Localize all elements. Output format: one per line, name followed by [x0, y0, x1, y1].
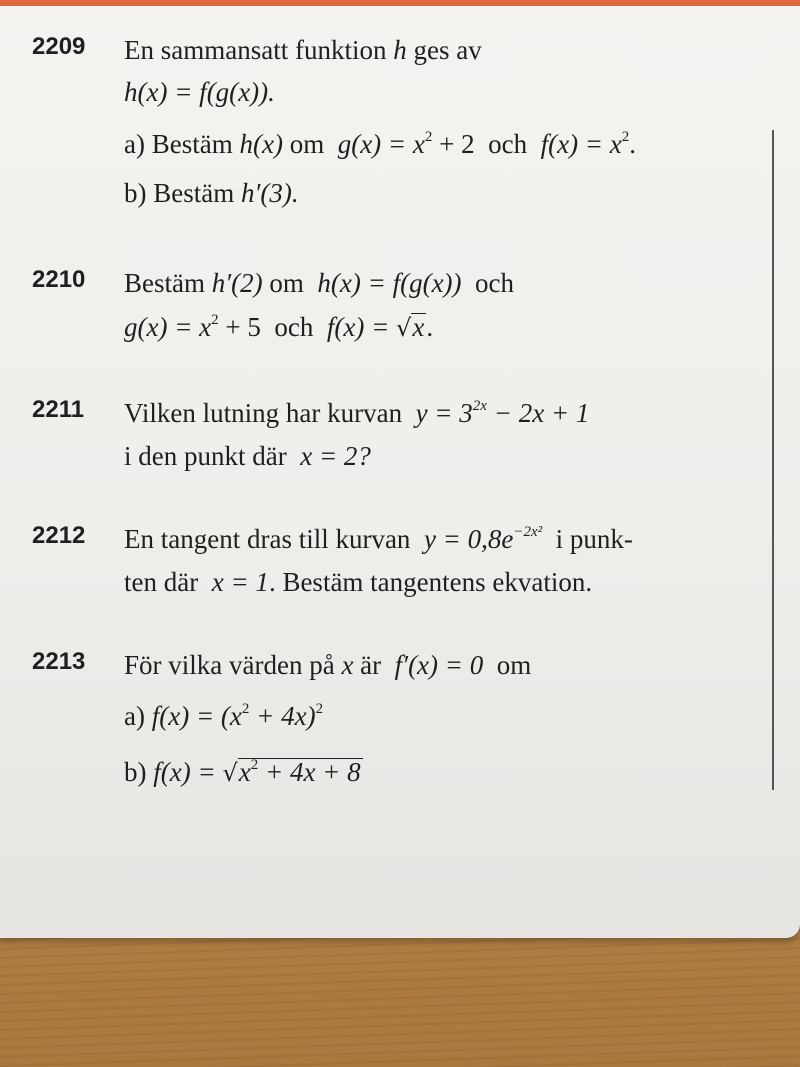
- page-top-border: [0, 0, 800, 6]
- problem-number: 2209: [32, 33, 86, 60]
- radicand: $x^2 + 4x + 8$: [238, 757, 361, 787]
- problem-text-line-1: En sammansatt funktion h ges av: [124, 35, 482, 65]
- problem-number: 2210: [32, 266, 86, 293]
- subquestion-a: a) Bestäm h(x) om $g(x) = x^2 + 2$ och $f(x) = x^2$.: [124, 129, 637, 159]
- problem-text-line-2: i den punkt där x = 2?: [124, 441, 371, 471]
- problem-text-line-2: h(x) = f(g(x)).: [124, 77, 275, 107]
- problem-number: 2212: [32, 522, 86, 549]
- problem-text-line-1: Bestäm h′(2) om h(x) = f(g(x)) och: [124, 268, 515, 298]
- problem-number: 2211: [32, 396, 85, 423]
- problem-number: 2213: [32, 648, 86, 675]
- problem-text-line-1: En tangent dras till kurvan $y = 0,8e^{-2x^2}$ i punk-: [124, 524, 633, 554]
- problem-text-line-2: ten där x = 1. Bestäm tangentens ekvation.: [124, 567, 593, 597]
- problem-text-line-1: Vilken lutning har kurvan $y = 3^{2x} - 2x + 1$: [124, 398, 590, 428]
- subquestion-b: b) Bestäm h′(3).: [124, 178, 299, 208]
- subquestion-a: a) $f(x) = (x^2 + 4x)^2$: [124, 701, 324, 731]
- margin-line: [772, 130, 774, 790]
- problem-text-line-1: För vilka värden på x är f′(x) = 0 om: [124, 650, 532, 680]
- problem-text-line-2: $g(x) = x^2 + 5$ och f(x) = √x.: [124, 312, 434, 342]
- subquestion-b: b) $f(x) = √x^2 + 4x + 8$: [124, 757, 361, 787]
